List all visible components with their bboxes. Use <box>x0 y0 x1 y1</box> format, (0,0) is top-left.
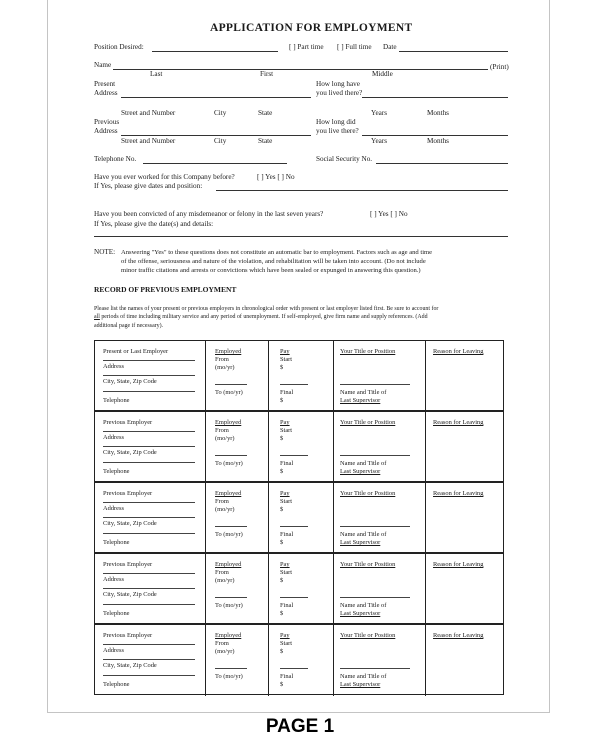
present-address-field[interactable] <box>121 97 311 98</box>
column-divider <box>268 625 269 696</box>
note-line: minor traffic citations and arrests or convictions which have been sealed or expunged in answering this question.) <box>121 267 421 275</box>
employer-name-field[interactable] <box>103 644 195 645</box>
record-instructions <box>94 305 508 330</box>
present-city-caption: City <box>214 109 227 117</box>
employer-name-label: Previous Employer <box>103 561 153 568</box>
instruction-line <box>94 313 508 321</box>
form-title: APPLICATION FOR EMPLOYMENT <box>210 22 413 34</box>
last-name-caption: Last <box>150 70 163 78</box>
employer-address-field[interactable] <box>103 446 195 447</box>
pay-start-dollar: $ <box>280 506 284 513</box>
employer-city-label: City, State, Zip Code <box>103 520 157 527</box>
present-months-caption: Months <box>427 109 449 117</box>
employed-from-format: (mo/yr) <box>215 506 235 513</box>
full-time-checkbox[interactable]: [ ] Full time <box>337 43 372 51</box>
column-divider <box>425 554 426 623</box>
last-supervisor-label: Last Supervisor <box>340 468 381 475</box>
your-title-label: Your Title or Position <box>340 419 396 426</box>
previous-duration-field[interactable] <box>362 135 508 136</box>
employed-from-format: (mo/yr) <box>215 435 235 442</box>
pay-start-dollar: $ <box>280 364 284 371</box>
employer-address-label: Address <box>103 434 124 441</box>
employed-label: Employed <box>215 348 242 355</box>
employed-to-field[interactable] <box>215 455 247 456</box>
title-position-field[interactable] <box>340 384 410 385</box>
instruction-text: periods of time including military service and any period of unemployment. If self-employed, give firm name and supply references. (Add <box>99 314 428 321</box>
note-line: of the offense, seriousness and nature of the violation, and rehabilitation will be taken into account. (Do not include <box>121 258 426 266</box>
employed-to-field[interactable] <box>215 526 247 527</box>
conviction-question: Have you been convicted of any misdemeanor or felony in the last seven years? <box>94 210 324 218</box>
pay-final-dollar: $ <box>280 468 284 475</box>
employer-block <box>95 554 503 625</box>
employer-name-label: Present or Last Employer <box>103 348 169 355</box>
lived-there-label: you lived there? <box>316 89 363 97</box>
previous-address-label: Address <box>94 127 118 135</box>
employer-telephone-label: Telephone <box>103 610 130 617</box>
column-divider <box>268 483 269 552</box>
present-years-caption: Years <box>371 109 388 117</box>
column-divider <box>425 341 426 410</box>
previous-months-caption: Months <box>427 137 449 145</box>
employer-city-label: City, State, Zip Code <box>103 449 157 456</box>
supervisor-label: Name and Title of <box>340 673 387 680</box>
employed-from-label: From <box>215 569 229 576</box>
supervisor-label: Name and Title of <box>340 389 387 396</box>
employer-address-label: Address <box>103 363 124 370</box>
previous-years-caption: Years <box>371 137 388 145</box>
telephone-label: Telephone No. <box>94 155 137 163</box>
column-divider <box>268 554 269 623</box>
instruction-emphasis: all <box>94 314 100 321</box>
pay-start-label: Start <box>280 640 293 647</box>
employer-city-field[interactable] <box>103 533 195 534</box>
employed-label: Employed <box>215 490 242 497</box>
note-text <box>121 248 511 276</box>
employment-history-table <box>94 340 504 695</box>
column-divider <box>333 483 334 552</box>
employer-name-field[interactable] <box>103 431 195 432</box>
employed-to-label: To (mo/yr) <box>215 602 243 609</box>
employer-address-field[interactable] <box>103 588 195 589</box>
employer-city-field[interactable] <box>103 604 195 605</box>
print-note: (Print) <box>490 63 509 71</box>
employer-city-label: City, State, Zip Code <box>103 378 157 385</box>
column-divider <box>268 341 269 410</box>
employer-block <box>95 412 503 483</box>
pay-start-label: Start <box>280 498 293 505</box>
employer-address-label: Address <box>103 576 124 583</box>
employer-telephone-label: Telephone <box>103 468 130 475</box>
pay-start-dollar: $ <box>280 435 284 442</box>
previous-label: Previous <box>94 118 120 126</box>
employer-telephone-label: Telephone <box>103 539 130 546</box>
name-label: Name <box>94 61 112 69</box>
column-divider <box>425 625 426 696</box>
employed-label: Employed <box>215 419 242 426</box>
supervisor-label: Name and Title of <box>340 460 387 467</box>
previous-address-field[interactable] <box>121 135 311 136</box>
present-duration-field[interactable] <box>362 97 508 98</box>
worked-before-yes-no[interactable]: [ ] Yes [ ] No <box>257 173 295 181</box>
employed-from-format: (mo/yr) <box>215 577 235 584</box>
pay-final-dollar: $ <box>280 681 284 688</box>
employer-name-field[interactable] <box>103 573 195 574</box>
employer-city-label: City, State, Zip Code <box>103 662 157 669</box>
employed-from-format: (mo/yr) <box>215 364 235 371</box>
pay-start-label: Start <box>280 356 293 363</box>
title-position-field[interactable] <box>340 455 410 456</box>
present-street-caption: Street and Number <box>121 109 176 117</box>
pay-label: Pay <box>280 348 290 355</box>
last-supervisor-label: Last Supervisor <box>340 681 381 688</box>
present-state-caption: State <box>258 109 273 117</box>
employer-city-field[interactable] <box>103 462 195 463</box>
title-position-field[interactable] <box>340 668 410 669</box>
employer-block <box>95 625 503 696</box>
worked-before-details-field[interactable] <box>216 190 508 191</box>
middle-name-caption: Middle <box>372 70 393 78</box>
column-divider <box>205 412 206 481</box>
employer-address-field[interactable] <box>103 659 195 660</box>
employer-block <box>95 483 503 554</box>
worked-before-question: Have you ever worked for this Company before? <box>94 173 235 181</box>
conviction-details-field[interactable] <box>94 236 508 237</box>
pay-final-label: Final <box>280 602 294 609</box>
conviction-yes-no[interactable]: [ ] Yes [ ] No <box>370 210 408 218</box>
employer-address-label: Address <box>103 647 124 654</box>
reason-for-leaving-label: Reason for Leaving <box>433 490 484 497</box>
position-desired-label: Position Desired: <box>94 43 144 51</box>
pay-final-field[interactable] <box>280 384 308 385</box>
supervisor-label: Name and Title of <box>340 531 387 538</box>
employed-from-format: (mo/yr) <box>215 648 235 655</box>
record-heading: RECORD OF PREVIOUS EMPLOYMENT <box>94 285 237 294</box>
your-title-label: Your Title or Position <box>340 490 396 497</box>
note-line: Answering "Yes" to these questions does not constitute an automatic bar to employment. Factors such as age and time <box>121 249 433 256</box>
pay-start-label: Start <box>280 427 293 434</box>
employed-to-label: To (mo/yr) <box>215 389 243 396</box>
employer-telephone-label: Telephone <box>103 397 130 404</box>
employer-city-label: City, State, Zip Code <box>103 591 157 598</box>
present-address-label: Address <box>94 89 118 97</box>
pay-label: Pay <box>280 632 290 639</box>
conviction-followup: If Yes, please give the date(s) and details: <box>94 220 214 228</box>
pay-final-field[interactable] <box>280 668 308 669</box>
employed-to-label: To (mo/yr) <box>215 460 243 467</box>
ssn-field[interactable] <box>376 163 508 164</box>
employer-address-field[interactable] <box>103 375 195 376</box>
employer-city-field[interactable] <box>103 675 195 676</box>
pay-final-field[interactable] <box>280 455 308 456</box>
date-field[interactable] <box>399 51 508 52</box>
previous-city-caption: City <box>214 137 227 145</box>
column-divider <box>425 483 426 552</box>
employer-address-field[interactable] <box>103 517 195 518</box>
employer-city-field[interactable] <box>103 391 195 392</box>
reason-for-leaving-label: Reason for Leaving <box>433 348 484 355</box>
instruction-line: additional page if necessary). <box>94 322 164 329</box>
reason-for-leaving-label: Reason for Leaving <box>433 419 484 426</box>
previous-state-caption: State <box>258 137 273 145</box>
employer-address-label: Address <box>103 505 124 512</box>
pay-label: Pay <box>280 490 290 497</box>
live-there-label: you live there? <box>316 127 359 135</box>
column-divider <box>333 412 334 481</box>
employed-label: Employed <box>215 632 242 639</box>
pay-start-dollar: $ <box>280 577 284 584</box>
column-divider <box>268 412 269 481</box>
column-divider <box>333 554 334 623</box>
previous-street-caption: Street and Number <box>121 137 176 145</box>
page-number: PAGE 1 <box>265 716 335 737</box>
worked-before-followup: If Yes, please give dates and position: <box>94 182 203 190</box>
pay-label: Pay <box>280 419 290 426</box>
how-long-did-label: How long did <box>316 118 356 126</box>
first-name-caption: First <box>260 70 274 78</box>
employer-name-label: Previous Employer <box>103 632 153 639</box>
column-divider <box>205 554 206 623</box>
column-divider <box>205 483 206 552</box>
pay-final-label: Final <box>280 531 294 538</box>
pay-final-dollar: $ <box>280 610 284 617</box>
last-supervisor-label: Last Supervisor <box>340 397 381 404</box>
column-divider <box>205 341 206 410</box>
pay-final-label: Final <box>280 673 294 680</box>
column-divider <box>205 625 206 696</box>
part-time-checkbox[interactable]: [ ] Part time <box>289 43 324 51</box>
employer-telephone-label: Telephone <box>103 681 130 688</box>
pay-final-dollar: $ <box>280 397 284 404</box>
title-position-field[interactable] <box>340 597 410 598</box>
employed-to-label: To (mo/yr) <box>215 531 243 538</box>
employed-to-field[interactable] <box>215 597 247 598</box>
employed-from-label: From <box>215 356 229 363</box>
ssn-label: Social Security No. <box>316 155 373 163</box>
employed-to-label: To (mo/yr) <box>215 673 243 680</box>
position-desired-field[interactable] <box>152 51 278 52</box>
telephone-field[interactable] <box>143 163 287 164</box>
employer-name-label: Previous Employer <box>103 490 153 497</box>
pay-final-dollar: $ <box>280 539 284 546</box>
instruction-line: Please list the names of your present or previous employers in chronological order with present or last employer listed first. Be sure to account for <box>94 306 439 312</box>
pay-start-label: Start <box>280 569 293 576</box>
pay-final-field[interactable] <box>280 597 308 598</box>
your-title-label: Your Title or Position <box>340 632 396 639</box>
pay-final-field[interactable] <box>280 526 308 527</box>
pay-final-label: Final <box>280 389 294 396</box>
pay-label: Pay <box>280 561 290 568</box>
your-title-label: Your Title or Position <box>340 561 396 568</box>
employed-from-label: From <box>215 498 229 505</box>
employed-label: Employed <box>215 561 242 568</box>
column-divider <box>425 412 426 481</box>
supervisor-label: Name and Title of <box>340 602 387 609</box>
employed-to-field[interactable] <box>215 384 247 385</box>
last-supervisor-label: Last Supervisor <box>340 610 381 617</box>
pay-start-dollar: $ <box>280 648 284 655</box>
name-field[interactable] <box>113 69 488 70</box>
employed-to-field[interactable] <box>215 668 247 669</box>
employer-name-field[interactable] <box>103 360 195 361</box>
employed-from-label: From <box>215 640 229 647</box>
your-title-label: Your Title or Position <box>340 348 396 355</box>
title-position-field[interactable] <box>340 526 410 527</box>
column-divider <box>333 341 334 410</box>
employer-name-field[interactable] <box>103 502 195 503</box>
date-label: Date <box>383 43 397 51</box>
employer-block <box>95 341 503 412</box>
column-divider <box>333 625 334 696</box>
note-label: NOTE: <box>94 248 116 256</box>
reason-for-leaving-label: Reason for Leaving <box>433 561 484 568</box>
employer-name-label: Previous Employer <box>103 419 153 426</box>
pay-final-label: Final <box>280 460 294 467</box>
present-label: Present <box>94 80 116 88</box>
reason-for-leaving-label: Reason for Leaving <box>433 632 484 639</box>
how-long-have-label: How long have <box>316 80 360 88</box>
employed-from-label: From <box>215 427 229 434</box>
last-supervisor-label: Last Supervisor <box>340 539 381 546</box>
